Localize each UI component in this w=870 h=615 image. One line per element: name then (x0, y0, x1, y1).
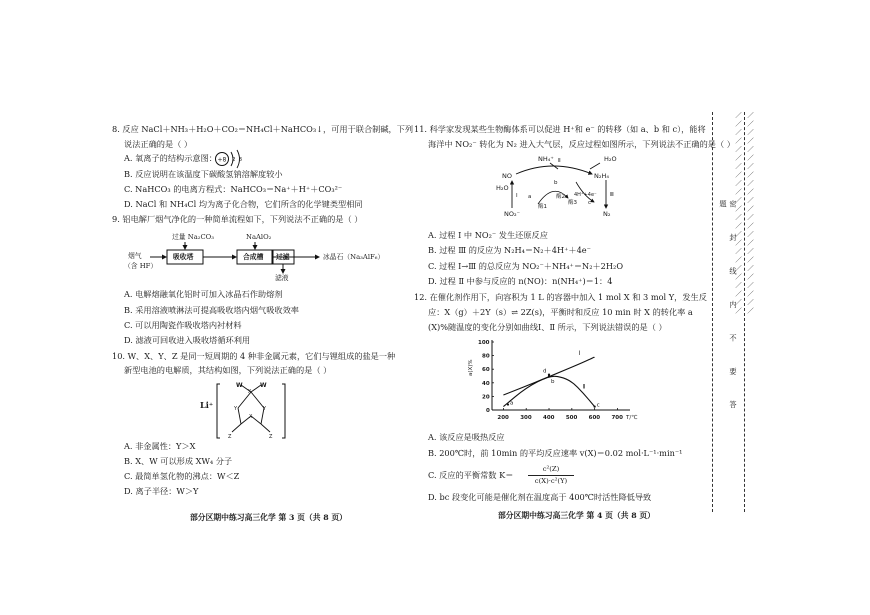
y-tick-label: 40 (482, 380, 490, 387)
binding-marks-left: ／／／／／／／／／／／／／／／／／／／／／／／／ (734, 112, 742, 316)
label-c: c (588, 200, 592, 206)
atom-x: X (248, 389, 252, 395)
q10-option-b: B. X、W 可以形成 XW₄ 分子 (124, 456, 233, 466)
atom-y-1: Y (234, 406, 238, 412)
q12-chart (462, 336, 642, 422)
point-marker-d (548, 374, 550, 376)
oxygen-ion-structure-icon (213, 148, 247, 170)
x-tick-label: 200 (497, 415, 509, 421)
x-tick-label: 700 (611, 415, 623, 421)
point-label-d: d (543, 368, 547, 375)
q12-stem-2: 应：X（g）＋2Y（s）⇌ 2Z(s)，平衡时和反应 10 min 时 X 的转化率 a (428, 307, 693, 317)
q11-stem-1: 11. 科学家发现某些生物酶体系可以促进 H⁺和 e⁻ 的转移（如 a、b 和 c），能将 (414, 124, 706, 134)
q9-option-d: D. 滤液可回收进入吸收塔循环利用 (124, 335, 251, 345)
y-tick-label: 100 (478, 340, 490, 346)
enzyme-1: 酶1 (538, 204, 547, 210)
q12-option-c-prefix: C. 反应的平衡常数 K＝ (428, 470, 514, 480)
q9-option-a: A. 电解熔融氧化铝时可加入冰晶石作助熔剂 (124, 289, 283, 299)
binding-warning-text: 密 封 线 内 不 要 答 题 (719, 200, 738, 421)
y-axis-label: a(X)% (468, 359, 474, 376)
q10-option-a: A. 非金属性：Y＞X (124, 441, 196, 451)
step-i-label: Ⅰ (516, 193, 518, 199)
q9-option-b: B. 采用溶液喷淋法可提高吸收塔内烟气吸收效率 (124, 305, 299, 315)
svg-text:2: 2 (232, 157, 236, 163)
x-tick-label: 300 (520, 415, 532, 421)
binding-dashed-line-1 (712, 112, 713, 512)
q10-stem-2: 新型电池的电解质，其结构如图，下列说法正确的是（ ） (124, 365, 332, 375)
enzyme-2: 酶2 (556, 194, 565, 200)
q12-option-a: A. 该反应是吸热反应 (428, 432, 505, 442)
enzyme-3: 酶3 (568, 200, 577, 206)
q8-option-b: B. 反应说明在该温度下碳酸氢钠溶解度较小 (124, 169, 283, 179)
svg-text:8: 8 (238, 157, 242, 163)
q9-input-1: 烟气 (128, 252, 142, 260)
q9-option-c: C. 可以用陶瓷作吸收塔内衬材料 (124, 320, 242, 330)
label-b: b (554, 180, 558, 186)
left-page-footer: 部分区期中练习高三化学 第 3 页（共 8 页） (190, 513, 347, 522)
species-h2o-top: H₂O (604, 155, 617, 163)
q9-output: 冰晶石（Na₃AlF₆） (323, 253, 385, 261)
q9-stem: 9. 铝电解厂烟气净化的一种简单流程如下，下列说法不正确的是（ ） (112, 214, 363, 224)
series-name-label: Ⅱ (582, 383, 586, 391)
binding-marks-right: ／／／／／／／／／／／／／／／／／／／／／／／／ (746, 112, 754, 316)
q8-option-d: D. NaCl 和 NH₄Cl 均为离子化合物，它们所含的化学键类型相同 (124, 199, 363, 209)
species-h2o-left: H₂O (496, 184, 509, 192)
binding-dashed-line-2 (744, 112, 745, 512)
q9-reagent-2: NaAlO₂ (246, 233, 272, 241)
q8-stem-1: 8. 反应 NaCl＋NH₃＋H₂O＋CO₂＝NH₄Cl＋NaHCO₃↓，可用于联合制碱，下列 (112, 124, 414, 134)
q9-reagent-1: 过量 Na₂CO₃ (172, 233, 214, 241)
x-axis-label: T/℃ (626, 415, 638, 421)
q8-stem-2: 说法正确的是（ ） (124, 139, 193, 149)
q11-option-b: B. 过程 Ⅲ 的反应为 N₂H₄＝N₂＋4H⁺＋4e⁻ (428, 245, 591, 255)
q9-filtrate: 滤液 (275, 274, 289, 282)
x-tick-label: 500 (565, 415, 578, 421)
atom-z-1: Z (228, 434, 232, 440)
step-ii-label: Ⅱ (558, 158, 561, 164)
q12-option-c-numerator: c²(Z) (528, 464, 574, 476)
q11-option-c: C. 过程 Ⅰ→Ⅲ 的总反应为 NO₂⁻＋NH₄⁺＝N₂＋2H₂O (428, 261, 624, 271)
species-no: NO (502, 172, 512, 180)
q9-box-absorber: 吸收塔 (173, 253, 194, 261)
atom-w-2: W (260, 382, 267, 389)
q10-option-c: C. 最简单氢化物的沸点：W＜Z (124, 471, 240, 481)
q10-stem-1: 10. W、X、Y、Z 是同一短周期的 4 种非金属元素，它们与锂组成的盐是一种 (112, 351, 396, 361)
q11-nitrogen-cycle-diagram (498, 152, 638, 222)
c-transfer-label: 4H⁺+4e⁻ (574, 192, 597, 198)
species-no2: NO₂⁻ (504, 210, 521, 218)
point-label-b: b (551, 379, 555, 385)
q8-option-a: A. 氧离子的结构示意图： (124, 153, 217, 163)
label-a: a (528, 194, 532, 200)
q12-option-d: D. bc 段变化可能是催化剂在温度高于 400℃时活性降低导致 (428, 492, 652, 502)
q8-option-c: C. NaHCO₃ 的电离方程式：NaHCO₃＝Na⁺＋H⁺＋CO₃²⁻ (124, 184, 343, 194)
q9-box-synthesis: 合成槽 (243, 253, 264, 261)
point-label-a: a (509, 400, 514, 407)
right-page-footer: 部分区期中练习高三化学 第 4 页（共 8 页） (498, 511, 655, 520)
q10-cation: Li⁺ (200, 400, 214, 410)
point-marker-a (507, 403, 509, 405)
point-label-c: c (596, 402, 600, 409)
point-marker-c (594, 406, 596, 408)
atom-z-2: Z (269, 434, 273, 440)
y-tick-label: 0 (486, 408, 490, 414)
atom-w-1: W (236, 382, 243, 389)
q10-anion-structure (216, 380, 286, 442)
species-n2h4: N₂H₄ (594, 172, 609, 180)
q11-option-d: D. 过程 Ⅱ 中参与反应的 n(NO)：n(NH₄⁺)＝1：4 (428, 276, 613, 286)
series-line-2 (503, 376, 594, 406)
species-n2: N₂ (603, 210, 611, 218)
atom-nucleus-label: +8 (217, 156, 227, 164)
q12-option-b: B. 200℃时，前 10min 的平均反应速率 v(X)＝0.02 mol·L⁻¹·min⁻¹ (428, 448, 683, 458)
q12-option-c-denominator: c(X)·c²(Y) (534, 477, 568, 485)
y-tick-label: 80 (482, 353, 490, 360)
x-tick-label: 600 (588, 415, 601, 421)
y-tick-label: 20 (482, 394, 490, 401)
q11-stem-2: 海洋中 NO₂⁻ 转化为 N₂ 进入大气层，反应过程如图所示，下列说法不正确的是（ ） (428, 139, 735, 149)
series-name-label: Ⅰ (578, 349, 581, 357)
atom-y-2: Y (263, 406, 267, 412)
species-nh4: NH₄⁺ (538, 155, 554, 163)
step-iii-label: Ⅲ (610, 192, 614, 198)
q12-stem-1: 12. 在催化剂作用下，向容积为 1 L 的容器中加入 1 mol X 和 3 mol Y，发生反 (414, 292, 707, 302)
x-tick-label: 400 (543, 415, 555, 421)
q9-input-2: （含 HF） (124, 262, 158, 270)
q9-box-filter: 过滤 (276, 253, 290, 261)
q12-stem-3: (X)%随温度的变化分别如曲线Ⅰ、Ⅱ 所示，下列说法错误的是（ ） (428, 322, 667, 332)
q10-option-d: D. 离子半径：W＞Y (124, 486, 199, 496)
y-tick-label: 60 (482, 367, 490, 374)
q11-option-a: A. 过程 Ⅰ 中 NO₂⁻ 发生还原反应 (428, 230, 548, 240)
atom-x-2: X (249, 414, 253, 420)
